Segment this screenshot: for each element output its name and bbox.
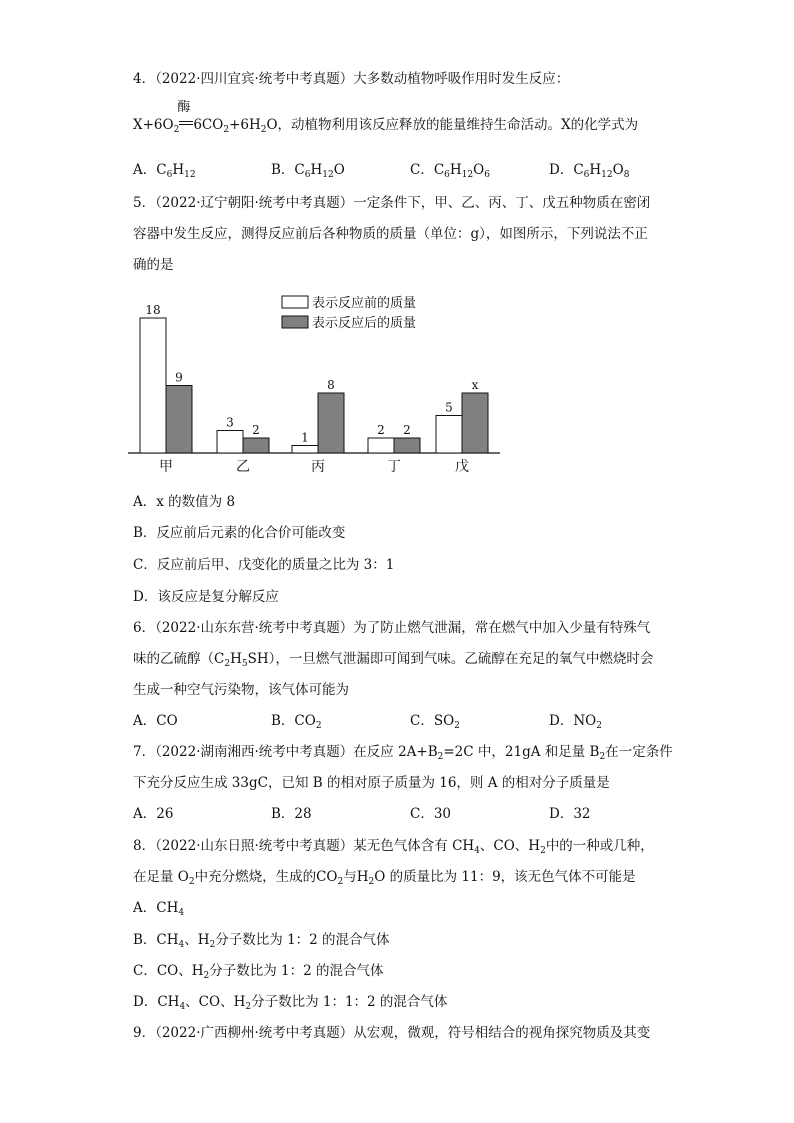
bar-before-4 <box>436 416 462 454</box>
q4-option-d[interactable]: D．$C_6H_{12}O_8$ <box>549 162 630 180</box>
q7-line2: 下充分反应生成 33gC，已知 B 的相对原子质量为 16，则 A 的相对分子质量是 <box>133 775 610 791</box>
q7-option-b[interactable]: B．28 <box>271 806 312 822</box>
bar-before-0 <box>140 318 166 453</box>
q5-option-c[interactable]: C．反应前后甲、戊变化的质量之比为 3：1 <box>133 557 395 573</box>
data-label-after-0: 9 <box>175 370 183 385</box>
enzyme-arrow: 酶 <box>179 116 193 134</box>
q6-option-c[interactable]: C．$SO_2$ <box>410 713 460 731</box>
bar-before-1 <box>217 431 243 454</box>
q7-option-a[interactable]: A．26 <box>133 806 174 822</box>
q5-option-d[interactable]: D．该反应是复分解反应 <box>133 589 279 605</box>
bar-after-1 <box>243 438 269 453</box>
data-label-after-1: 2 <box>252 423 260 437</box>
data-label-before-4: 5 <box>445 400 453 415</box>
q7-option-d[interactable]: D．32 <box>549 806 591 822</box>
q8-line1: 8．（2022·山东日照·统考中考真题）某无色气体含有 $CH_4$、CO、$H_2$中的一种或几种， <box>133 838 654 856</box>
q7-option-c[interactable]: C．30 <box>410 806 452 822</box>
bar-before-2 <box>292 446 318 454</box>
data-label-before-1: 3 <box>226 415 234 430</box>
bar-after-3 <box>394 438 420 453</box>
q6-line1: 6．（2022·山东东营·统考中考真题）为了防止燃气泄漏，常在燃气中加入少量有特殊气 <box>133 620 651 636</box>
bar-after-4 <box>462 393 488 453</box>
q8-line2: 在足量 $O_2$中充分燃烧，生成的$CO_2$与$H_2O$ 的质量比为 11：9，该无色气体不可能是 <box>133 869 636 887</box>
q7-line1: 7．（2022·湖南湘西·统考中考真题）在反应 $2A+B_2=2C$ 中，21gA 和足量 $B_2$在一定条件 <box>133 744 673 762</box>
bar-after-0 <box>166 386 192 454</box>
data-label-after-3: 2 <box>403 423 411 437</box>
category-label-2: 丙 <box>311 459 325 475</box>
category-label-3: 丁 <box>387 459 401 475</box>
bar-before-3 <box>368 438 394 453</box>
q6-line3: 生成一种空气污染物，该气体可能为 <box>133 682 349 698</box>
q5-option-a[interactable]: A．x 的数值为 8 <box>133 494 236 510</box>
q4-option-a[interactable]: A．$C_6H_{12}$ <box>133 162 196 180</box>
q8-option-d[interactable]: D．$CH_4$、CO、$H_2$分子数比为 1：1：2 的混合气体 <box>133 994 448 1012</box>
data-label-after-4: x <box>471 378 479 392</box>
q8-option-b[interactable]: B．$CH_4$、$H_2$分子数比为 1：2 的混合气体 <box>133 932 390 950</box>
data-label-before-0: 18 <box>145 303 161 317</box>
q9-line1: 9．（2022·广西柳州·统考中考真题）从宏观，微观，符号相结合的视角探究物质及其变 <box>133 1025 651 1041</box>
q6-option-d[interactable]: D．$NO_2$ <box>549 713 602 731</box>
q6-option-a[interactable]: A．CO <box>133 713 178 729</box>
data-label-before-2: 1 <box>301 430 309 445</box>
q4-option-b[interactable]: B．$C_6H_{12}O$ <box>271 162 345 180</box>
legend-swatch-0 <box>282 296 308 308</box>
q8-option-c[interactable]: C．CO、$H_2$分子数比为 1：2 的混合气体 <box>133 963 384 981</box>
legend-label-1: 表示反应后的质量 <box>312 316 417 331</box>
q5-line2: 容器中发生反应，测得反应前后各种物质的质量（单位：g），如图所示，下列说法不正 <box>133 226 648 242</box>
q4-equation: $X+6O_2$ 酶 $6CO_2+6H_2O$，动植物利用该反应释放的能量维持生命活动。X的化学式为 <box>133 100 639 135</box>
q5-line3: 确的是 <box>133 257 174 273</box>
q6-option-b[interactable]: B．$CO_2$ <box>271 713 322 731</box>
legend-label-0: 表示反应前的质量 <box>312 296 417 311</box>
q8-option-a[interactable]: A．$CH_4$ <box>133 900 185 918</box>
category-label-1: 乙 <box>236 459 250 475</box>
category-label-0: 甲 <box>159 459 173 475</box>
q6-line2: 味的乙硫醇$(C_2H_5SH)$，一旦燃气泄漏即可闻到气味。乙硫醇在充足的氧气中燃烧时会 <box>133 651 654 669</box>
q4-stem: 4．（2022·四川宜宾·统考中考真题）大多数动植物呼吸作用时发生反应： <box>133 71 570 87</box>
data-label-after-2: 8 <box>327 378 335 392</box>
q5-line1: 5．（2022·辽宁朝阳·统考中考真题）一定条件下，甲、乙、丙、丁、戊五种物质在密闭 <box>133 195 651 211</box>
category-label-4: 戊 <box>455 459 469 475</box>
q4-option-c[interactable]: C．$C_6H_{12}O_6$ <box>410 162 490 180</box>
bar-after-2 <box>318 393 344 453</box>
bar-chart <box>120 290 520 480</box>
legend-swatch-1 <box>282 316 308 328</box>
q5-option-b[interactable]: B．反应前后元素的化合价可能改变 <box>133 525 346 541</box>
data-label-before-3: 2 <box>377 423 385 437</box>
